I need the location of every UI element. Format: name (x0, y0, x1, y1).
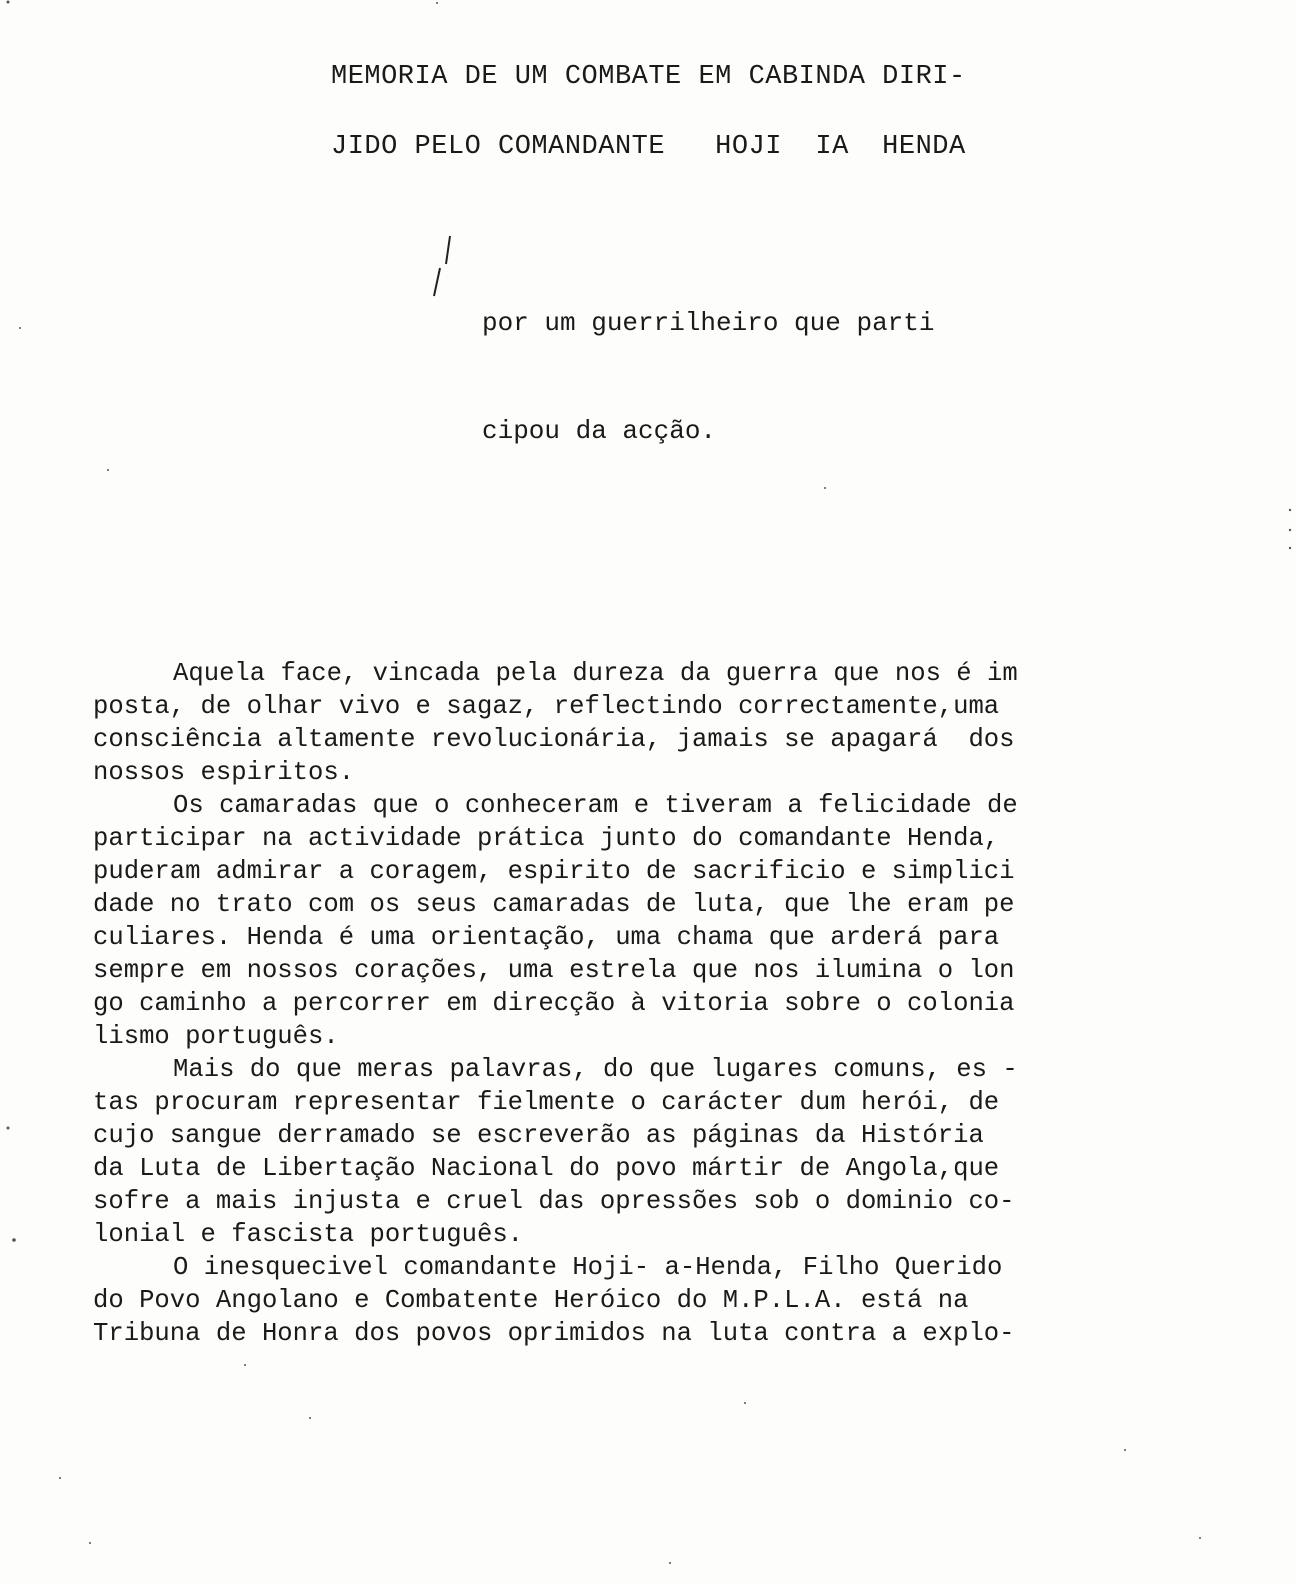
body-line: puderam admirar a coragem, espirito de sacrificio e simplici (93, 857, 1015, 886)
byline-slash-mark (430, 234, 454, 300)
body-line: Aquela face, vincada pela dureza da guerra que nos é im (173, 659, 1018, 688)
body-line: Mais do que meras palavras, do que lugares comuns, es - (173, 1055, 1018, 1084)
body-line: posta, de olhar vivo e sagaz, reflectindo correctamente,uma (93, 692, 1000, 721)
body-line: Tribuna de Honra dos povos oprimidos na luta contra a explo- (93, 1319, 1015, 1348)
body-line: nossos espiritos. (93, 758, 355, 787)
byline-line-2: cipou da acção. (482, 416, 717, 446)
body-line: do Povo Angolano e Combatente Heróico do M.P.L.A. está na (93, 1286, 969, 1315)
body-line: culiares. Henda é uma orientação, uma chama que arderá para (93, 923, 1000, 952)
body-line: participar na actividade prática junto do comandante Henda, (93, 824, 1000, 853)
body-line: Os camaradas que o conheceram e tiveram a felicidade de (173, 791, 1018, 820)
body-line: lonial e fascista português. (93, 1220, 524, 1249)
body-line: O inesquecivel comandante Hoji- a-Henda, Filho Querido (173, 1253, 1003, 1282)
byline (482, 233, 934, 521)
body-line: sempre em nossos corações, uma estrela que nos ilumina o lon (93, 956, 1015, 985)
body-line: consciência altamente revolucionária, jamais se apagará dos (93, 725, 1015, 754)
body-line: tas procuram representar fielmente o carácter dum herói, de (93, 1088, 1000, 1117)
body-line: dade no trato com os seus camaradas de luta, que lhe eram pe (93, 890, 1015, 919)
body-line: sofre a mais injusta e cruel das opressões sob o dominio co- (93, 1187, 1015, 1216)
title-line-2: JIDO PELO COMANDANTE HOJI IA HENDA (331, 132, 966, 162)
body-text (93, 657, 1093, 1350)
body-line: go caminho a percorrer em direcção à vitoria sobre o colonia (93, 989, 1015, 1018)
title-line-1: MEMORIA DE UM COMBATE EM CABINDA DIRI- (331, 62, 966, 92)
body-line: cujo sangue derramado se escreverão as páginas da História (93, 1121, 984, 1150)
body-line: da Luta de Libertação Nacional do povo mártir de Angola,que (93, 1154, 1000, 1183)
body-line: lismo português. (93, 1022, 339, 1051)
byline-line-1: por um guerrilheiro que parti (482, 308, 935, 338)
